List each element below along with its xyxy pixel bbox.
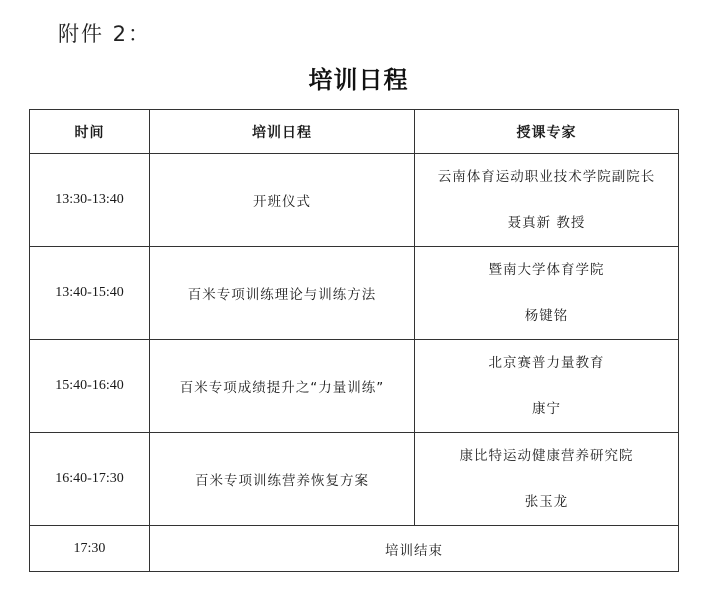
- table-row: [30, 247, 679, 340]
- expert-affiliation: 北京赛普力量教育: [488, 355, 605, 371]
- expert-cell: [415, 433, 679, 526]
- expert-affiliation: 暨南大学体育学院: [488, 262, 605, 278]
- time-cell: 15:40-16:40: [30, 340, 150, 433]
- table-row: [30, 433, 679, 526]
- table-row: [30, 154, 679, 247]
- expert-affiliation: 康比特运动健康营养研究院: [459, 448, 634, 464]
- table-row: [30, 340, 679, 433]
- page-title: 培训日程: [308, 66, 409, 94]
- table-row-final: [30, 526, 679, 572]
- schedule-item-cell: 百米专项训练理论与训练方法: [150, 247, 415, 340]
- time-cell: 16:40-17:30: [30, 433, 150, 526]
- schedule-item-cell: 百米专项训练营养恢复方案: [150, 433, 415, 526]
- header-time: 时间: [30, 110, 150, 154]
- expert-name: 康宁: [532, 401, 561, 417]
- expert-cell: [415, 340, 679, 433]
- expert-name: 杨键铭: [524, 308, 569, 324]
- expert-name: 聂真新 教授: [507, 215, 586, 231]
- expert-name: 张玉龙: [524, 494, 569, 510]
- header-schedule: 培训日程: [150, 110, 415, 154]
- schedule-item-cell: 百米专项成绩提升之“力量训练”: [150, 340, 415, 433]
- time-cell: 13:30-13:40: [30, 154, 150, 247]
- time-cell: 17:30: [30, 526, 150, 572]
- time-cell: 13:40-15:40: [30, 247, 150, 340]
- closing-item-cell: 培训结束: [150, 526, 679, 572]
- expert-cell: [415, 247, 679, 340]
- table-header-row: [30, 110, 679, 154]
- schedule-item-cell: 开班仪式: [150, 154, 415, 247]
- expert-affiliation: 云南体育运动职业技术学院副院长: [437, 169, 656, 185]
- attachment-label: 附件 2：: [58, 22, 152, 46]
- expert-cell: [415, 154, 679, 247]
- schedule-table: [29, 109, 679, 572]
- header-expert: 授课专家: [415, 110, 679, 154]
